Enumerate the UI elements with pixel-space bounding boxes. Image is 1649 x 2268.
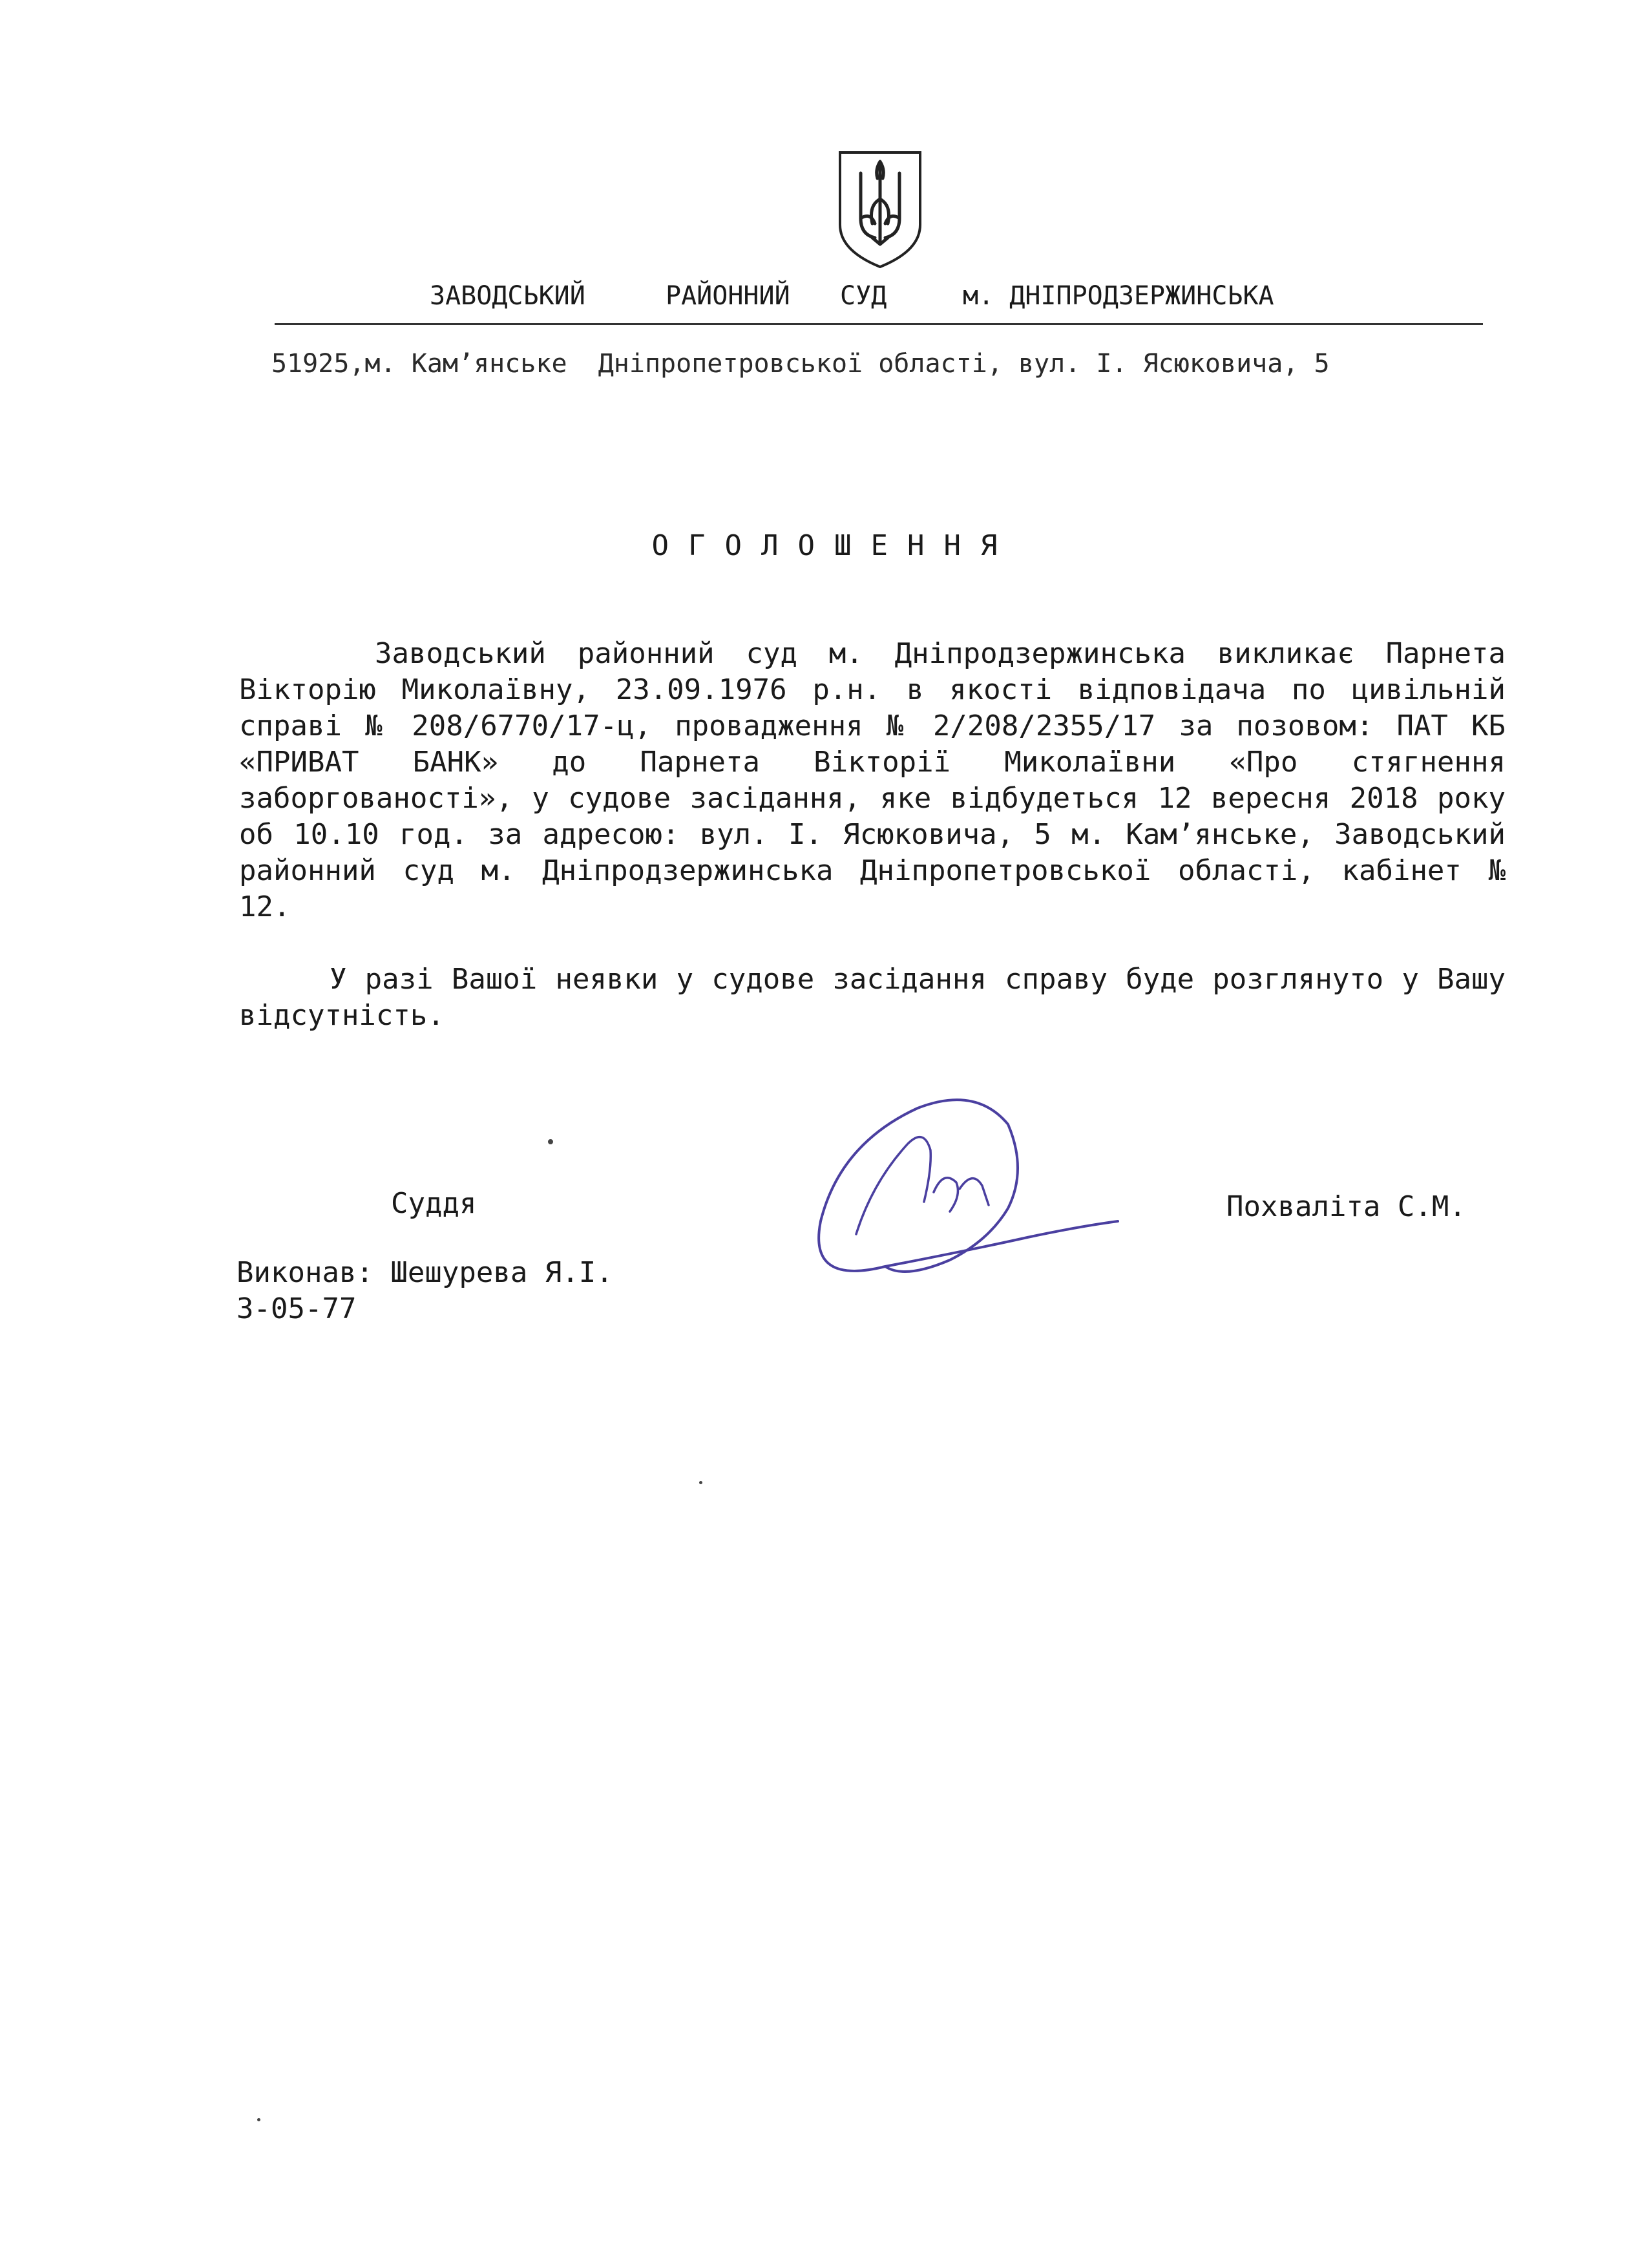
handwritten-signature	[795, 1073, 1131, 1305]
executor-phone: 3-05-77	[236, 1292, 357, 1325]
court-address: 51925,м. Кам’янське Дніпропетровської області, вул. І. Ясюковича, 5	[271, 349, 1330, 379]
court-name-part: м. ДНІПРОДЗЕРЖИНСЬКА	[963, 281, 1274, 311]
scan-speck	[699, 1481, 702, 1484]
judge-name: Похваліта С.М.	[1226, 1190, 1466, 1223]
absence-notice-paragraph: У разі Вашої неявки у судове засідання справу буде розглянуто у Вашу відсутність.	[239, 963, 1506, 1032]
executor-line: Виконав: Шешурева Я.І.	[236, 1256, 613, 1289]
judge-label: Суддя	[391, 1187, 477, 1220]
document-title: ОГОЛОШЕННЯ	[651, 529, 1017, 562]
court-name-part: РАЙОННИЙ	[666, 281, 790, 311]
scan-speck	[257, 2118, 260, 2121]
court-name-part: СУД	[840, 281, 887, 311]
header-divider	[275, 323, 1483, 325]
court-name-part: ЗАВОДСЬКИЙ	[430, 281, 585, 311]
coat-of-arms-emblem	[835, 147, 925, 270]
scan-speck	[548, 1139, 553, 1144]
court-name	[0, 277, 1649, 315]
announcement-paragraph: Заводський районний суд м. Дніпродзержинська викликає Парнета Вікторію Миколаївну, 23.09.1976 р.н. в якості відповідача по цивільній справі № 208/6770/17-ц, провадження № 2/208/2355/17 за позовом: ПАТ КБ «ПРИВАТ БАНК» до Парнета Вікторії Миколаївни «Про стягнення заборгованості», у судове засідання, яке відбудеться 12 вересня 2018 року об 10.10 год. за адресою: вул. І. Ясюковича, 5 м. Кам’янське, Заводський районний суд м. Дніпродзержинська Дніпропетровської області, кабінет № 12.	[239, 637, 1506, 923]
